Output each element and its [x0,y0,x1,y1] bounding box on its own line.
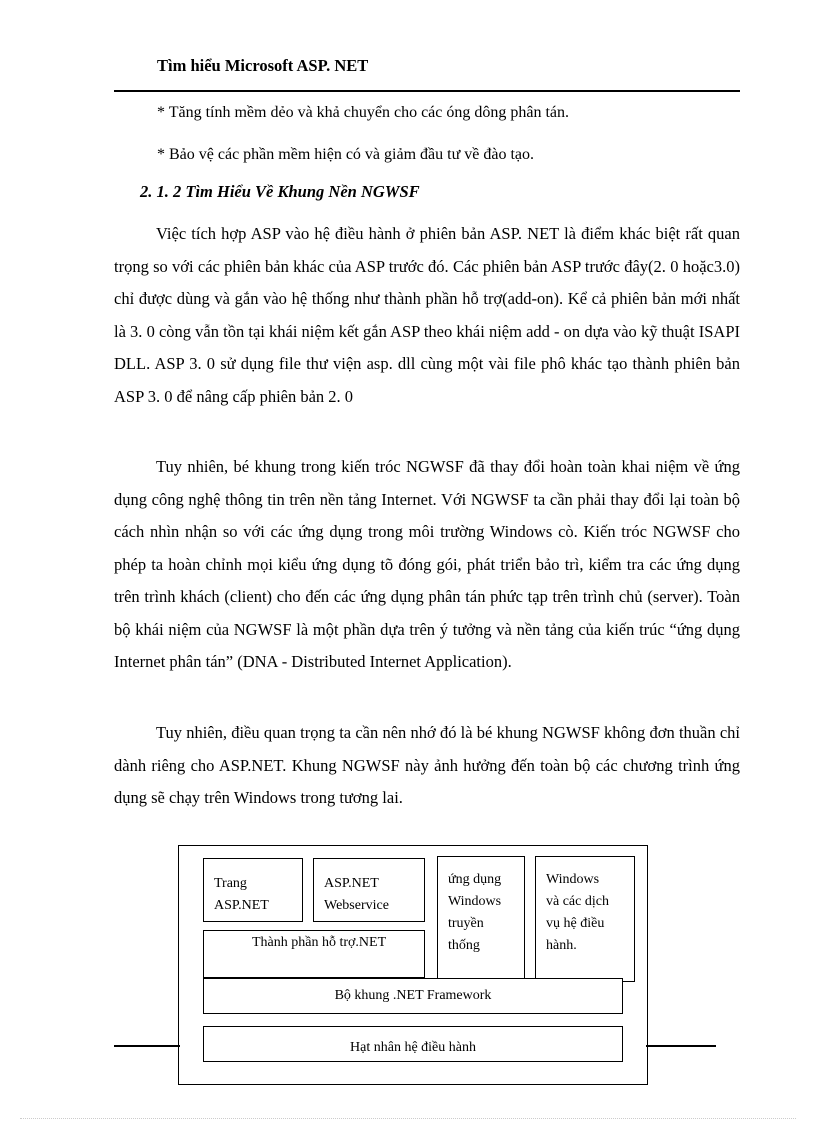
box-line: thống [448,938,480,953]
footer-rule-left [114,1045,180,1047]
box-line: ASP.NET [324,876,379,891]
page-header-title: Tìm hiểu Microsoft ASP. NET [157,56,369,75]
box-line: ASP.NET [214,898,269,913]
bullet-item: * Tăng tính mềm dẻo và khả chuyển cho các óng dông phân tán. [157,104,570,121]
box-line: truyền [448,916,484,931]
box-line: vụ hệ điều [546,916,605,931]
box-line: hành. [546,938,577,953]
box-hat-nhan [203,1026,623,1062]
section-heading: 2. 1. 2 Tìm Hiểu Về Khung Nền NGWSF [140,182,420,201]
box-thanh-phan-ho-tro [203,930,425,978]
box-aspnet-webservice [313,858,425,922]
paragraph: Tuy nhiên, bé khung trong kiến tróc NGWSF đã thay đổi hoàn toàn khai niệm về ứng dụng công nghệ thông tin trên nền tảng Internet. Với NGWSF ta cần phải thay đổi lại toàn bộ cách nhìn nhận so với các ứng dụng trong môi trường Windows cò. Kiến tróc NGWSF cho phép ta hoàn chỉnh mọi kiểu ứng dụng tõ đóng gói, phát triển bảo trì, kiểm tra các ứng dụng trên trình khách (client) cho đến các ứng dụng phân tán phức tạp trên trình chủ (server). Toàn bộ khái niệm của NGWSF là một phần dựa trên ý tưởng và nền tảng của kiến trúc “ứng dụng Internet phân tán” (DNA - Distributed Internet Application). [114,457,740,671]
footer-rule-right [646,1045,716,1047]
box-line: Windows [448,894,502,909]
box-line: và các dịch [546,894,609,909]
box-ung-dung-windows [437,856,525,982]
box-line: Hạt nhân hệ điều hành [350,1040,476,1055]
header-rule [114,90,740,92]
page-bottom-dotted-line [20,1118,796,1119]
box-line: ứng dụng [448,872,502,887]
paragraph: Tuy nhiên, điều quan trọng ta cần nên nhớ đó là bé khung NGWSF không đơn thuần chỉ dành riêng cho ASP.NET. Khung NGWSF này ảnh hưởng đến toàn bộ các chương trình ứng dụng sẽ chạy trên Windows trong tương lai. [114,723,740,807]
box-bo-khung-net [203,978,623,1014]
box-line: Bộ khung .NET Framework [334,988,492,1003]
box-windows-dich-vu [535,856,635,982]
box-line: Webservice [324,898,389,913]
box-line: Trang [214,876,247,891]
box-line: Thành phần hỗ trợ.NET [252,935,387,950]
box-line: Windows [546,872,600,887]
architecture-diagram [178,845,648,1085]
bullet-item: * Bảo vệ các phần mềm hiện có và giảm đầu tư về đào tạo. [157,146,534,163]
box-trang-aspnet [203,858,303,922]
paragraph: Việc tích hợp ASP vào hệ điều hành ở phiên bản ASP. NET là điểm khác biệt rất quan trọng so với các phiên bản khác của ASP trước đó. Các phiên bản ASP trước đây(2. 0 hoặc3.0) chỉ được dùng và gắn vào hệ thống như thành phần hỗ trợ(add-on). Kể cả phiên bản mới nhất là 3. 0 còng vẫn tồn tại khái niệm kết gắn ASP theo khái niệm add - on dựa vào kỹ thuật ISAPI DLL. ASP 3. 0 sử dụng file thư viện asp. dll cùng một vài file phô khác tạo thành phiên bản ASP 3. 0 để nâng cấp phiên bản 2. 0 [114,224,740,406]
